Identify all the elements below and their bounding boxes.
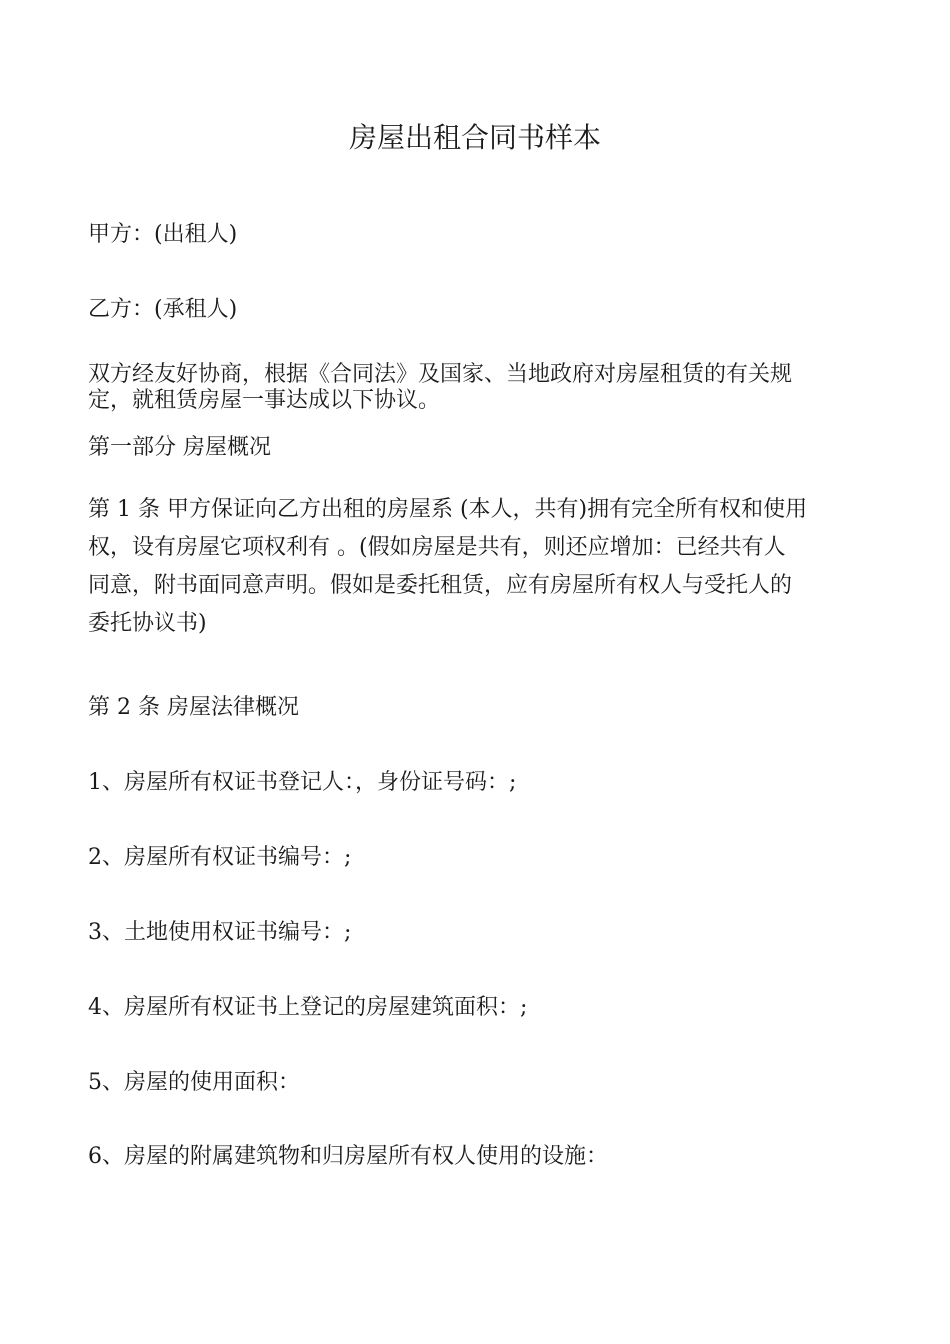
party-b-line: 乙方：(承租人) [88,297,238,322]
article1-line-2: 权，设有房屋它项权利有 。(假如房屋是共有，则还应增加：已经共有人 [88,535,786,560]
list-item: 2、房屋所有权证书编号：; [88,845,352,870]
list-item: 4、房屋所有权证书上登记的房屋建筑面积：; [88,995,528,1020]
article1-line-3: 同意，附书面同意声明。假如是委托租赁，应有房屋所有权人与受托人的 [88,573,793,598]
document-title: 房屋出租合同书样本 [348,121,601,154]
party-a-line: 甲方：(出租人) [88,222,238,247]
part1-heading: 第一部分 房屋概况 [88,435,271,460]
list-item: 5、房屋的使用面积： [88,1070,300,1095]
article2-heading: 第 2 条 房屋法律概况 [88,695,299,720]
intro-line-1: 双方经友好协商，根据《合同法》及国家、当地政府对房屋租赁的有关规 [88,362,793,387]
intro-line-2: 定，就租赁房屋一事达成以下协议。 [88,388,441,413]
list-item: 6、房屋的附属建筑物和归房屋所有权人使用的设施： [88,1144,608,1169]
article1-line-4: 委托协议书) [88,611,207,636]
list-item: 1、房屋所有权证书登记人：，身份证号码：; [88,770,517,795]
list-item: 3、土地使用权证书编号：; [88,920,352,945]
article1-paragraph [88,491,864,643]
article1-line-1: 第 1 条 甲方保证向乙方出租的房屋系 (本人，共有)拥有完全所有权和使用 [88,497,808,522]
intro-paragraph [88,362,864,414]
